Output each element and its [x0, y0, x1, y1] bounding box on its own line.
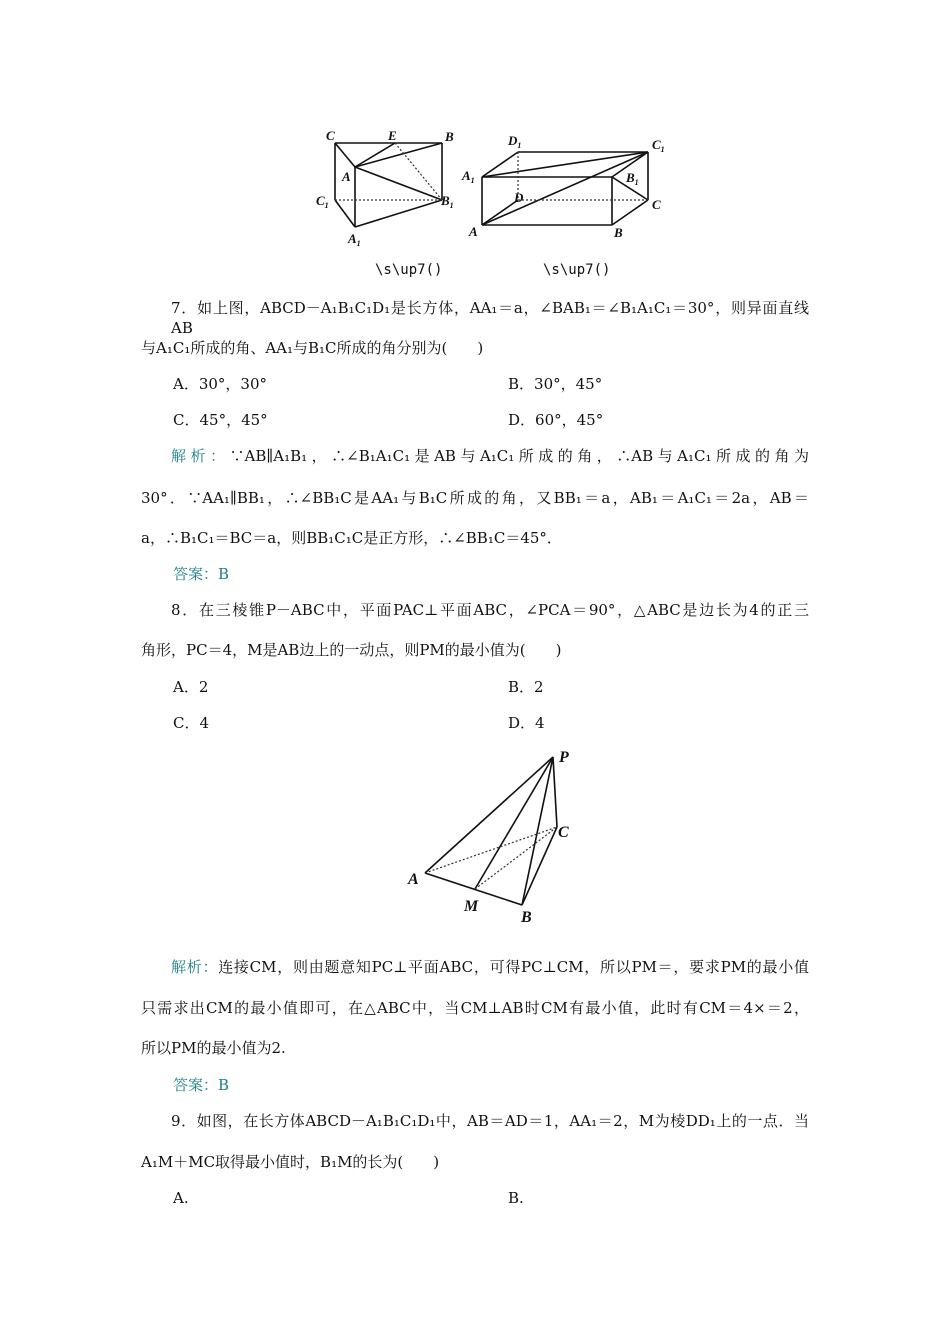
q7-option-c: C．45°，45° — [173, 411, 268, 429]
q8-option-d: D．4 — [508, 714, 545, 732]
q8-answer: 答案：B — [173, 1076, 230, 1094]
label-A: A — [408, 871, 419, 888]
label-E: E — [388, 128, 397, 143]
pyramid-figure — [400, 745, 585, 930]
label-C: C — [326, 128, 335, 143]
label-P: P — [559, 749, 569, 766]
q8-line1: 8．在三棱锥P－ABC中，平面PAC⊥平面ABC，∠PCA＝90°，△ABC是边长为4的正三 — [171, 601, 809, 619]
label-B1: $B_1$ — [441, 193, 454, 210]
label-C1: $C_1$ — [316, 193, 329, 210]
q8-solution-line3: 所以PM的最小值为2. — [141, 1039, 286, 1057]
q9-option-a: A. — [173, 1189, 189, 1207]
label-A: A — [469, 224, 478, 239]
q8-option-a: A．2 — [173, 678, 209, 696]
figure2-caption: \s\up7() — [543, 262, 611, 278]
q9-option-b: B. — [508, 1189, 524, 1207]
label-B: B — [445, 129, 454, 144]
q7-line2: 与A₁C₁所成的角、AA₁与B₁C所成的角分别为( ) — [141, 339, 484, 357]
q9-line1: 9．如图，在长方体ABCD－A₁B₁C₁D₁中，AB＝AD＝1，AA₁＝2，M为棱DD₁上的一点．当 — [171, 1112, 809, 1130]
q8-option-c: C．4 — [173, 714, 210, 732]
q7-option-a: A．30°，30° — [173, 375, 268, 393]
label-M: M — [464, 898, 479, 915]
q9-line2: A₁M＋MC取得最小值时，B₁M的长为( ) — [141, 1153, 440, 1171]
label-C: C — [652, 197, 661, 212]
q8-solution-line1: 解析：连接CM，则由题意知PC⊥平面ABC，可得PC⊥CM，所以PM＝，要求PM的最小值 — [171, 958, 809, 976]
q8-solution-line2: 只需求出CM的最小值即可，在△ABC中，当CM⊥AB时CM有最小值，此时有CM＝4×＝2， — [141, 999, 809, 1017]
q7-line1: 7．如上图，ABCD－A₁B₁C₁D₁是长方体，AA₁＝a，∠BAB₁＝∠B₁A₁C₁＝30°，则异面直线AB — [171, 299, 809, 337]
label-B: B — [614, 225, 623, 240]
label-A1: $A_1$ — [462, 168, 475, 185]
solution-label: 解析： — [171, 958, 219, 976]
q7-option-d: D．60°，45° — [508, 411, 604, 429]
label-B1: $B_1$ — [626, 170, 639, 187]
label-C: C — [558, 824, 569, 841]
solution-label: 解析： — [171, 447, 230, 465]
label-A: A — [342, 169, 351, 184]
q7-solution-line3: a，∴B₁C₁＝BC＝a，则BB₁C₁C是正方形，∴∠BB₁C＝45°． — [141, 529, 562, 547]
q7-answer: 答案：B — [173, 565, 230, 583]
q7-option-b: B．30°，45° — [508, 375, 603, 393]
q8-option-b: B．2 — [508, 678, 544, 696]
cuboid-figure — [460, 125, 675, 245]
label-D1: $D_1$ — [508, 133, 522, 150]
q7-solution-line1: 解析：∵AB∥A₁B₁，∴∠B₁A₁C₁是AB与A₁C₁所成的角，∴AB与A₁C₁所成的角为 — [171, 447, 809, 465]
label-D: D — [514, 190, 524, 205]
label-C1: $C_1$ — [652, 137, 665, 154]
q8-line2: 角形，PC＝4，M是AB边上的一动点，则PM的最小值为( ) — [141, 641, 562, 659]
label-A1: $A_1$ — [348, 231, 361, 248]
q7-solution-line2: 30°．∵AA₁∥BB₁，∴∠BB₁C是AA₁与B₁C所成的角，又BB₁＝a，AB₁＝A₁C₁＝2a，AB＝ — [141, 489, 809, 507]
figure1-caption: \s\up7() — [375, 262, 443, 278]
label-B: B — [521, 909, 532, 926]
prism-figure — [310, 125, 470, 250]
